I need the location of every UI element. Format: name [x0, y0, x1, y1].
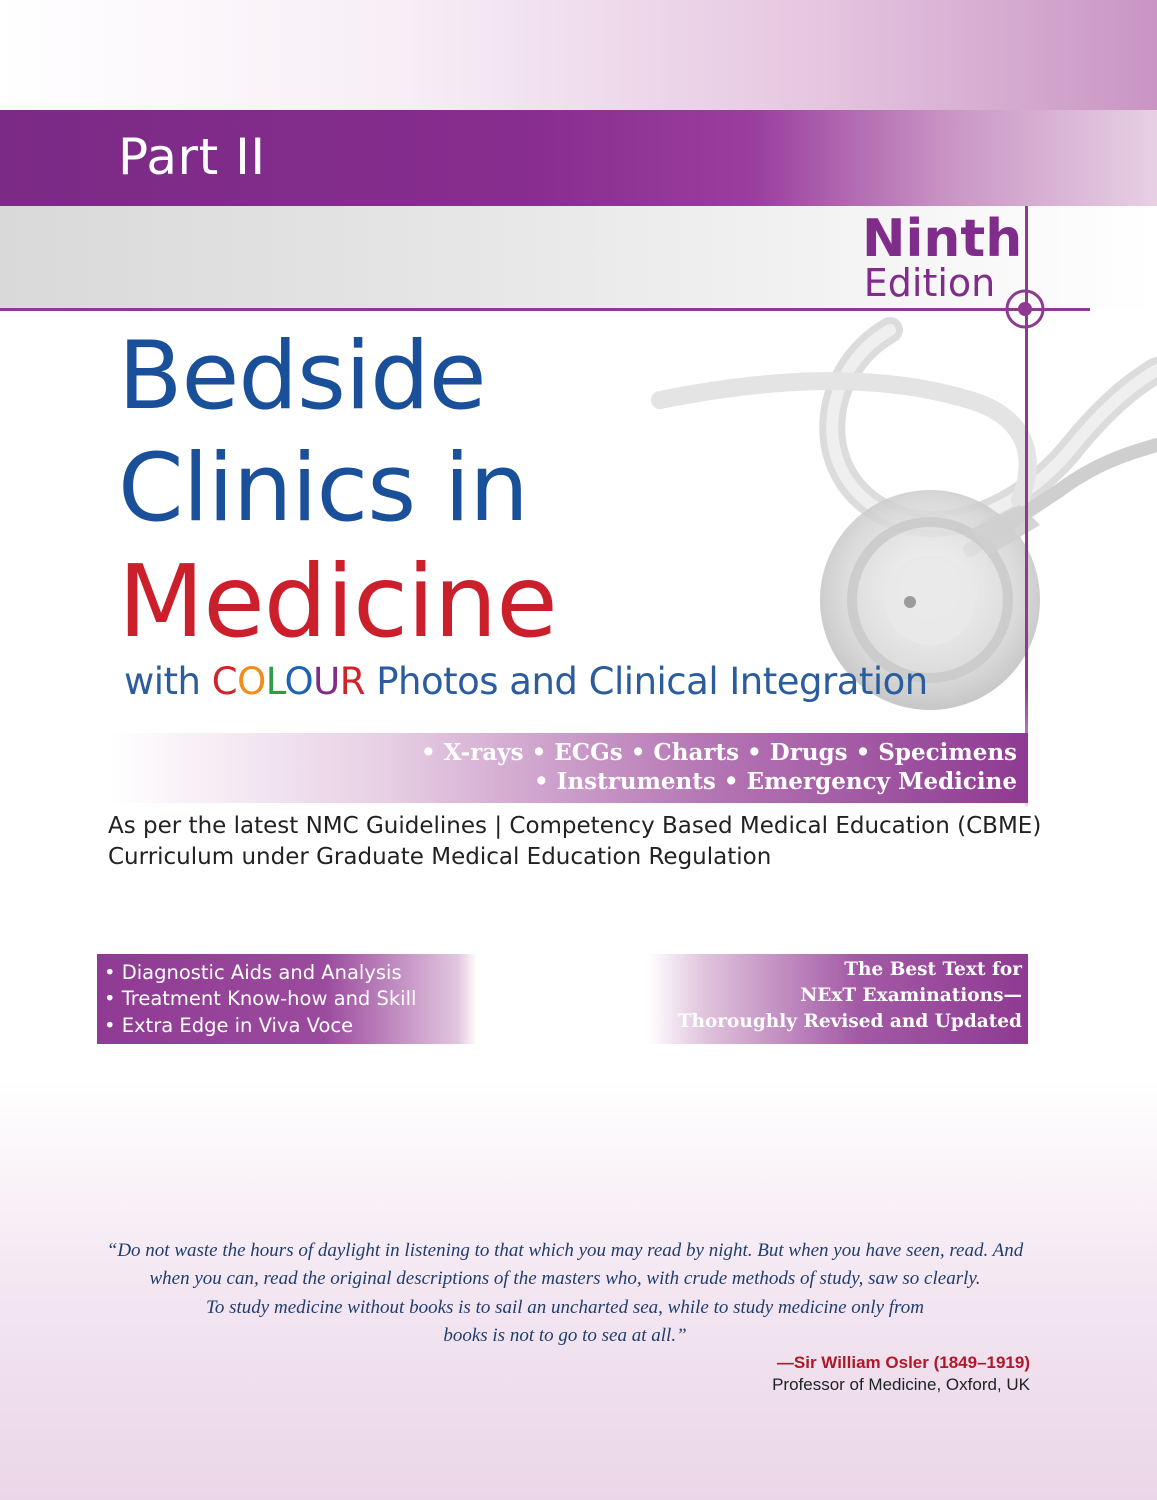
highlight-left-item: • Diagnostic Aids and Analysis [104, 961, 402, 984]
colour-letter: R [339, 660, 365, 703]
highlight-left-item: • Extra Edge in Viva Voce [104, 1014, 354, 1037]
colour-letter: C [211, 660, 238, 703]
highlight-left-item: • Treatment Know-how and Skill [104, 987, 417, 1010]
quote-author: —Sir William Osler (1849–1919) [776, 1353, 1030, 1372]
highlight-right-item: Thoroughly Revised and Updated [677, 1011, 1022, 1032]
highlight-right-item: NExT Examinations— [800, 985, 1022, 1006]
top-gradient-wash [0, 0, 1157, 110]
colour-letter: L [265, 660, 285, 703]
subtitle-prefix: with [124, 660, 212, 703]
crosshair-target-icon [1004, 288, 1046, 330]
colour-letter: O [237, 660, 266, 703]
quote-author-title: Professor of Medicine, Oxford, UK [772, 1375, 1030, 1394]
guideline-line-2: Curriculum under Graduate Medical Education Regulation [108, 844, 772, 870]
edition-ordinal: Ninth [862, 209, 1023, 269]
subtitle-suffix: Photos and Clinical Integration [364, 660, 928, 703]
subtitle [124, 660, 928, 703]
highlight-right-item: The Best Text for [844, 959, 1022, 980]
title-line-1: Bedside [118, 322, 486, 431]
part-label: Part II [118, 128, 266, 186]
colour-letter: O [284, 660, 314, 703]
quote-line: To study medicine without books is to sail an uncharted sea, while to study medicine only from [206, 1297, 924, 1318]
features-line-1: • X-rays • ECGs • Charts • Drugs • Specimens [420, 739, 1017, 766]
quote-line: “Do not waste the hours of daylight in listening to that which you may read by night. But when you have seen, read. And [106, 1240, 1024, 1261]
title-line-2: Clinics in [118, 434, 528, 543]
edition-word: Edition [863, 261, 996, 305]
colour-letter: U [313, 660, 340, 703]
title-line-3: Medicine [118, 543, 557, 660]
guideline-line-1: As per the latest NMC Guidelines | Competency Based Medical Education (CBME) [108, 813, 1042, 839]
horizontal-rule [0, 308, 1090, 311]
quote-line: when you can, read the original descriptions of the masters who, with crude methods of study, saw so clearly. [149, 1268, 981, 1289]
quote-line: books is not to go to sea at all.” [443, 1325, 687, 1346]
features-line-2: • Instruments • Emergency Medicine [533, 768, 1017, 795]
